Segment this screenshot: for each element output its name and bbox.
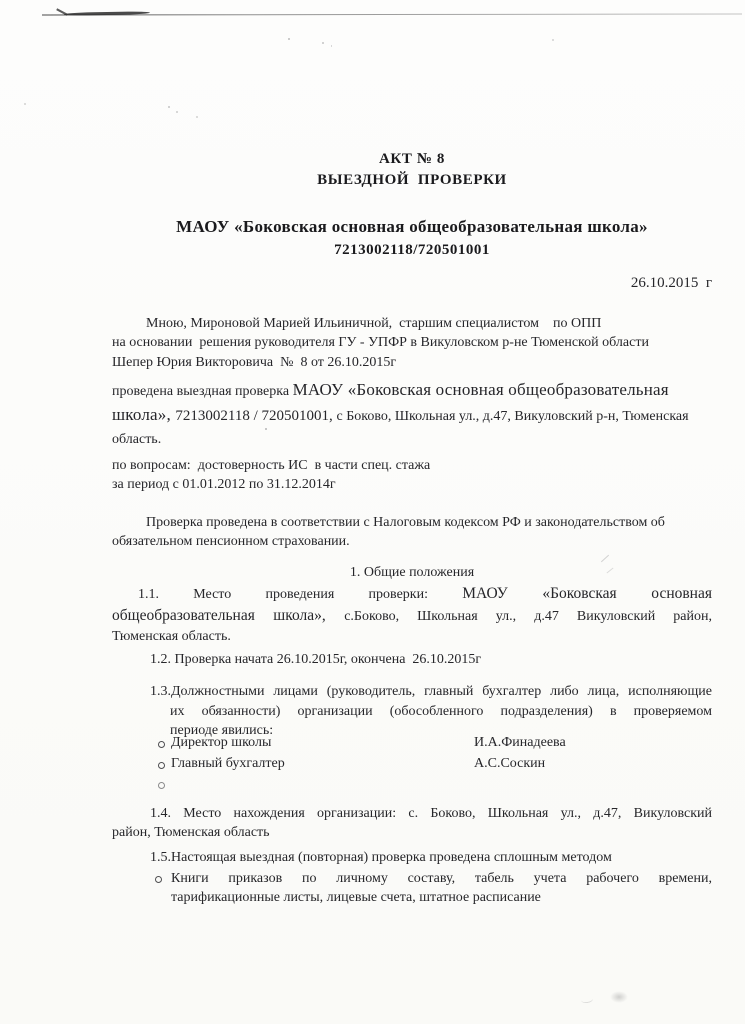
scan-speck xyxy=(196,116,198,118)
text-line xyxy=(112,379,712,404)
text-line: 1.4. Место нахождения организации: с. Боково, Школьная ул., д.47, Викуловский xyxy=(150,806,712,821)
text-line: их обязанности) организации (обособленного подразделения) в проверяемом xyxy=(170,703,712,719)
act-type-line: ВЫЕЗДНОЙ ПРОВЕРКИ xyxy=(317,172,507,188)
text-line xyxy=(112,404,712,429)
org-name-inline: МАОУ «Боковская основная общеобразовательная xyxy=(292,380,669,399)
text-segment: область. xyxy=(112,432,162,447)
scan-speck xyxy=(168,106,170,108)
pencil-mark-artifact xyxy=(581,995,594,1004)
text-line: Книги приказов по личному составу, табель учета рабочего времени, xyxy=(171,871,712,886)
documents-bullet-item xyxy=(112,869,712,907)
officials-list xyxy=(112,735,712,797)
bullet-circle-icon xyxy=(155,876,162,883)
paragraph-1-4 xyxy=(112,804,712,842)
document-date xyxy=(112,275,724,292)
official-role: Главный бухгалтер xyxy=(171,755,285,771)
org-name-inline: МАОУ «Боковская основная xyxy=(462,585,712,602)
scan-line-artifact xyxy=(42,14,742,16)
official-row xyxy=(112,735,712,756)
text-line xyxy=(112,584,712,606)
text-line: Шепер Юрия Викторовича № 8 от 26.10.2015г xyxy=(112,354,397,370)
text-segment: проведена выездная проверка xyxy=(112,384,293,399)
organization-title xyxy=(112,217,712,237)
text-line: по вопросам: достоверность ИС в части спец. стажа xyxy=(112,458,431,473)
text-line: обязательном пенсионном страховании. xyxy=(112,533,350,549)
section-heading-text: 1. Общие положения xyxy=(349,565,475,580)
official-name: И.А.Финадеева xyxy=(474,735,566,750)
inn-kpp-text: 7213002118/720501001 xyxy=(334,242,490,258)
text-segment: с.Боково, Школьная ул., д.47 Викуловский район, xyxy=(344,608,712,624)
bullet-circle-icon xyxy=(158,741,165,748)
text-segment: 1.1. Место проведения проверки: xyxy=(138,587,463,602)
org-reg-inline: 7213002118 / 720501001, xyxy=(175,407,337,424)
scan-speck xyxy=(552,39,554,41)
bullet-circle-icon xyxy=(158,782,165,789)
organization-registration-number xyxy=(112,242,712,259)
paragraph-1-3 xyxy=(112,682,712,741)
pencil-mark-artifact xyxy=(601,555,609,562)
text-line: за период с 01.01.2012 по 31.12.2014г xyxy=(112,476,336,492)
paragraph-legal-basis xyxy=(112,514,712,551)
text-line: 1.2. Проверка начата 26.10.2015г, окончена 26.10.2015г xyxy=(150,652,482,667)
text-line: Проверка проведена в соответствии с Налоговым кодексом РФ и законодательством об xyxy=(146,515,665,530)
official-row-empty xyxy=(112,776,712,797)
paragraph-1-2 xyxy=(112,652,712,668)
scan-speck xyxy=(288,38,290,40)
paragraph-conducted xyxy=(112,379,712,452)
scan-speck xyxy=(322,42,324,44)
date-text: 26.10.2015 г xyxy=(630,275,712,291)
official-role: Директор школы xyxy=(171,735,272,750)
org-name-inline: общеобразовательная школа», xyxy=(112,606,345,624)
text-line: на основании решения руководителя ГУ - УПФР в Викуловском р-не Тюменской области xyxy=(112,335,649,351)
text-line: тарификационные листы, лицевые счета, штатное расписание xyxy=(171,890,541,905)
scan-speck xyxy=(176,111,178,113)
organization-name-text: МАОУ «Боковская основная общеобразовательная школа» xyxy=(176,217,648,236)
paragraph-1-5 xyxy=(112,850,712,866)
bullet-circle-icon xyxy=(158,762,165,769)
official-name: А.С.Соскин xyxy=(474,755,546,771)
text-line: 1.5.Настоящая выездная (повторная) проверка проведена сплошным методом xyxy=(150,850,612,865)
section-heading-general xyxy=(112,565,712,581)
document-title xyxy=(112,149,712,191)
text-segment: с Боково, Школьная ул., д.47, Викуловский р-н, Тюменская xyxy=(336,408,689,424)
scan-speck xyxy=(331,45,332,47)
paragraph-questions xyxy=(112,457,712,494)
act-number-line: АКТ № 8 xyxy=(379,151,445,167)
text-line xyxy=(112,428,712,452)
pencil-mark-artifact xyxy=(610,991,628,1003)
org-name-inline: школа», xyxy=(112,404,176,424)
text-line: 1.3.Должностными лицами (руководитель, главный бухгалтер либо лица, исполняющие xyxy=(150,684,712,699)
text-line xyxy=(112,606,712,628)
scan-speck xyxy=(24,103,26,105)
text-line: район, Тюменская область xyxy=(112,825,270,840)
paragraph-inspector xyxy=(112,314,712,372)
paragraph-1-1 xyxy=(112,584,712,648)
official-row xyxy=(112,756,712,777)
text-line: Тюменская область. xyxy=(112,629,231,644)
text-line: периоде явились: xyxy=(170,723,274,739)
text-line: Мною, Мироновой Марией Ильиничной, старшим специалистом по ОПП xyxy=(146,316,602,331)
